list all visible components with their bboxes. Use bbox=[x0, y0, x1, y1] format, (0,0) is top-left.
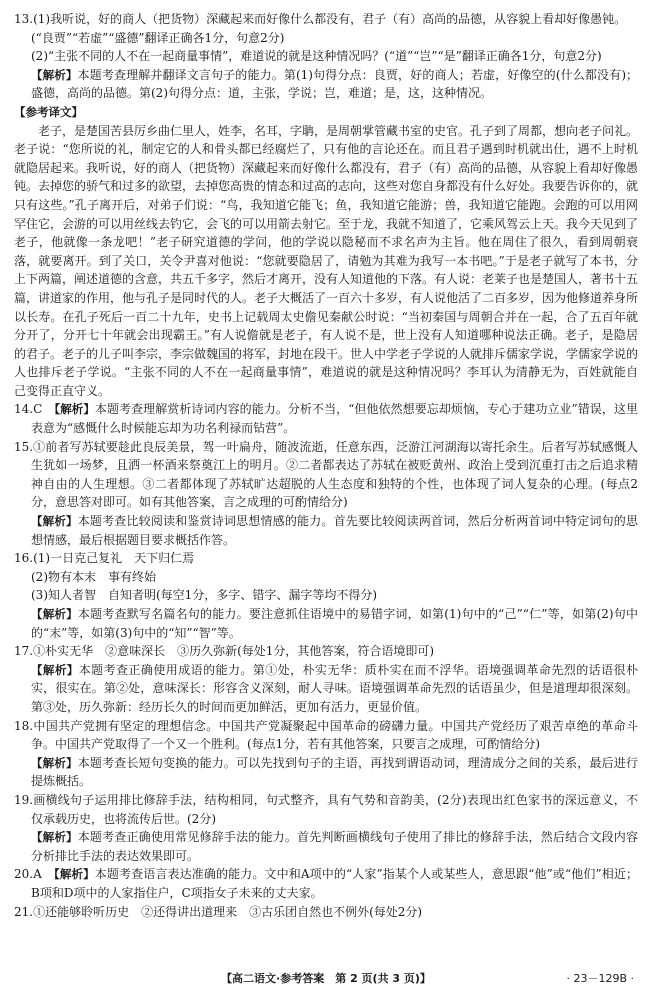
question-18 bbox=[14, 717, 638, 791]
footer-page-label: 【高二语文·参考答案 第 2 页(共 3 页)】 bbox=[221, 972, 431, 985]
analysis-tag: 【解析】 bbox=[31, 67, 78, 82]
q18-answer: 18.中国共产党拥有坚定的理想信念。中国共产党凝聚起中国革命的磅礴力量。中国共产党经历了艰苦卓绝的革命斗争。中国共产党取得了一个又一个胜利。(每点1分，若有其他答案，只要言之成理，可酌情给分) bbox=[14, 718, 638, 752]
analysis-text: 本题考查理解并翻译文言句子的能力。第(1)句得分点：良贾，好的商人；若虚，好像空的(什么都没有)；盛德，高尚的品德。第(2)句得分点：道，主张，学说；岂，难道；是，这，这种情况。 bbox=[31, 67, 638, 101]
analysis-tag: 【解析】 bbox=[31, 755, 78, 770]
question-17 bbox=[14, 642, 638, 716]
analysis-text: 本题考查正确使用常见修辞手法的能力。首先判断画横线句子使用了排比的修辞手法，然后结合文段内容分析排比手法的表达效果即可。 bbox=[31, 830, 638, 863]
analysis-tag: 【解析】 bbox=[54, 867, 95, 882]
analysis-text: 本题考查默写名篇名句的能力。要注意抓住语境中的易错字词，如第(1)句中的“己”“仁”等，如第(2)句中的“末”等，如第(3)句中的“知”“智”等。 bbox=[31, 607, 638, 640]
analysis-text: 本题考查正确使用成语的能力。第①处，朴实无华：质朴实在而不浮华。语境强调革命先烈的话语很朴实，很实在。第②处，意味深长：形容含义深刻，耐人寻味。语境强调革命先烈的话语虽少，但是道理却很深刻。第③处，历久弥新：经历长久的时间而更加鲜活，更加有活力，更显价值。 bbox=[31, 662, 638, 714]
question-21 bbox=[14, 903, 638, 922]
analysis-tag: 【解析】 bbox=[31, 830, 78, 845]
q17-analysis bbox=[14, 661, 638, 717]
q15-analysis bbox=[14, 512, 638, 549]
question-13 bbox=[14, 10, 638, 400]
q13-answer-1: 13.(1)我听说，好的商人（把货物）深藏起来而好像什么都没有，君子（有）高尚的品德，从容貌上看却好像愚钝。 bbox=[14, 12, 627, 26]
analysis-tag: 【解析】 bbox=[54, 402, 95, 417]
analysis-text: 本题考查比较阅读和鉴赏诗词思想情感的能力。首先要比较阅读两首词，然后分析两首词中特定词句的思想情感，最后根据题目要求概括作答。 bbox=[31, 514, 638, 547]
q13-answer-2: (2)“主张不同的人不在一起商量事情”，难道说的就是这种情况吗？(“道”“岂”“是”翻译正确各1分，句意2分) bbox=[31, 49, 602, 64]
question-16 bbox=[14, 549, 638, 642]
analysis-text: 本题考查长短句变换的能力。可以先找到句子的主语，再找到谓语动词，理清成分之间的关系，最后进行提炼概括。 bbox=[31, 755, 638, 789]
analysis-tag: 【解析】 bbox=[31, 607, 78, 621]
reference-translation-text: 老子，是楚国苦县厉乡曲仁里人，姓李，名耳，字聃，是周朝掌管藏书室的史官。孔子到了周都，想向老子问礼。老子说：“您所说的礼，制定它的人和骨头都已经腐烂了，只有他的言论还在。而且君子遇到时机就出仕，遇不上时机就隐居起来。我听说，好的商人（把货物）深藏起来而好像什么都没有，君子（有）高尚的品德，从容貌上看却好像愚钝。去掉您的骄气和过多的欲望，去掉您高贵的情态和过高的志向，这些对您自身都没有什么好处。我要告诉你的，就只有这些。”孔子离开后，对弟子们说：“鸟，我知道它能飞；鱼，我知道它能游；兽，我知道它能跑。会跑的可以用网罕住它，会游的可以用丝线去钓它，会飞的可以用箭去射它。至于龙，我就不知道了，它乘风驾云上天。我今天见到了老子，他就像一条龙吧！”老子研究道德的学问，他的学说以隐秘而不求名声为主旨。他在周住了很久，看到周朝衰落，就要离开。到了关口，关令尹喜对他说：“您就要隐居了，请勉为其难为我写一本书吧。”于是老子就写了本书，分上下两篇，阐述道德的含意，共五千多字，然后才离开，没有人知道他的下落。有人说：老莱子也是楚国人，著书十五篇，讲道家的作用，他与孔子是同时代的人。老子大概活了一百六十多岁，有人说他活了二百多岁，因为他修道养身所以长寿。在孔子死后一百二十九年，史书上记载周太史儋见秦献公时说：“当初秦国与周朝合并在一起，合了五百年就分开了，分开七十年就会出现霸王。”有人说儋就是老子，有人说不是，世上没有人知道哪种说法正确。老子，是隐居的君子。老子的儿子叫李宗，李宗做魏国的将军，封地在段干。世人中学老子学说的人就排斥儒家学说，学儒家学说的人也排斥老子学说。“主张不同的人不在一起商量事情”，难道说的就是这种情况吗？李耳认为清静无为，百姓就能自己变得正直守义。 bbox=[14, 123, 639, 398]
analysis-tag: 【解析】 bbox=[31, 662, 79, 677]
q19-answer: 19.画横线句子运用排比修辞手法，结构相同，句式整齐，具有气势和音韵美，(2分)表现出红色家书的深远意义，不仅承载历史，也将流传后世。(2分) bbox=[14, 792, 638, 826]
footer-code: · 23－129B · bbox=[566, 972, 634, 985]
q20-answer: 20.A 【解析】本题考查语言表达准确的能力。文中和A项中的“人家”指某个人或某些人，意思跟“他”或“他们”相近；B项和D项中的人家指住户，C项指女子未来的丈夫家。 bbox=[14, 867, 638, 900]
q17-answer: 17.①朴实无华 ②意味深长 ③历久弥新(每处1分，其他答案，符合语境即可) bbox=[14, 644, 435, 659]
q16-analysis bbox=[14, 605, 638, 642]
question-14 bbox=[14, 400, 638, 437]
q19-analysis bbox=[14, 828, 638, 865]
q15-answer: 15.①前者写苏轼要趁此良辰美景，驾一叶扁舟，随波流逝，任意东西，泛游江河湖海以寄托余生。后者写苏轼感慨人生犹如一场梦，且洒一杯酒来祭奠江上的明月。②二者都表达了苏轼在被贬黄州、政治上受到沉重打击之后追求精神自由的人生理想。③二者都体现了苏轼旷达超脱的人生态度和独特的个性，也体现了词人复杂的心理。(每点2分，意思答对即可。如有其他答案，言之成理的可酌情给分) bbox=[14, 439, 638, 510]
analysis-text: 本题考查语言表达准确的能力。文中和A项中的“人家”指某个人或某些人，意思跟“他”或“他们”相近；B项和D项中的人家指住户，C项指女子未来的丈夫家。 bbox=[31, 867, 638, 900]
q16-answer-2: (2)物有本末 事有终始 bbox=[31, 569, 156, 584]
q13-scoring-1: (“良贾”“若虚”“盛德”翻译正确各1分，句意2分) bbox=[31, 30, 285, 45]
page-footer bbox=[0, 970, 652, 986]
reference-translation-title: 【参考译文】 bbox=[14, 104, 83, 119]
analysis-text: 本题考查理解赏析诗词内容的能力。分析不当，“但他依然想要忘却烦恼，专心于建功立业”错误，这里表意为“感慨什么时候能忘却为功名利禄而钻营”。 bbox=[31, 402, 638, 436]
q16-answer-3: (3)知人者智 自知者明(每空1分，多字、错字、漏字等均不得分) bbox=[31, 588, 377, 603]
q18-analysis bbox=[14, 754, 638, 791]
question-19 bbox=[14, 791, 638, 865]
q13-analysis bbox=[14, 66, 638, 103]
question-15 bbox=[14, 438, 638, 550]
q21-answer: 21.①还能够聆听历史 ②还得讲出道理来 ③古乐团自然也不例外(每处2分) bbox=[14, 904, 423, 919]
analysis-tag: 【解析】 bbox=[31, 514, 78, 529]
question-20 bbox=[14, 865, 638, 902]
q14-answer: 14.C 【解析】本题考查理解赏析诗词内容的能力。分析不当，“但他依然想要忘却烦恼，专心于建功立业”错误，这里表意为“感慨什么时候能忘却为功名利禄而钻营”。 bbox=[14, 402, 638, 436]
q16-answer-1: 16.(1)一日克己复礼 天下归仁焉 bbox=[14, 551, 195, 566]
